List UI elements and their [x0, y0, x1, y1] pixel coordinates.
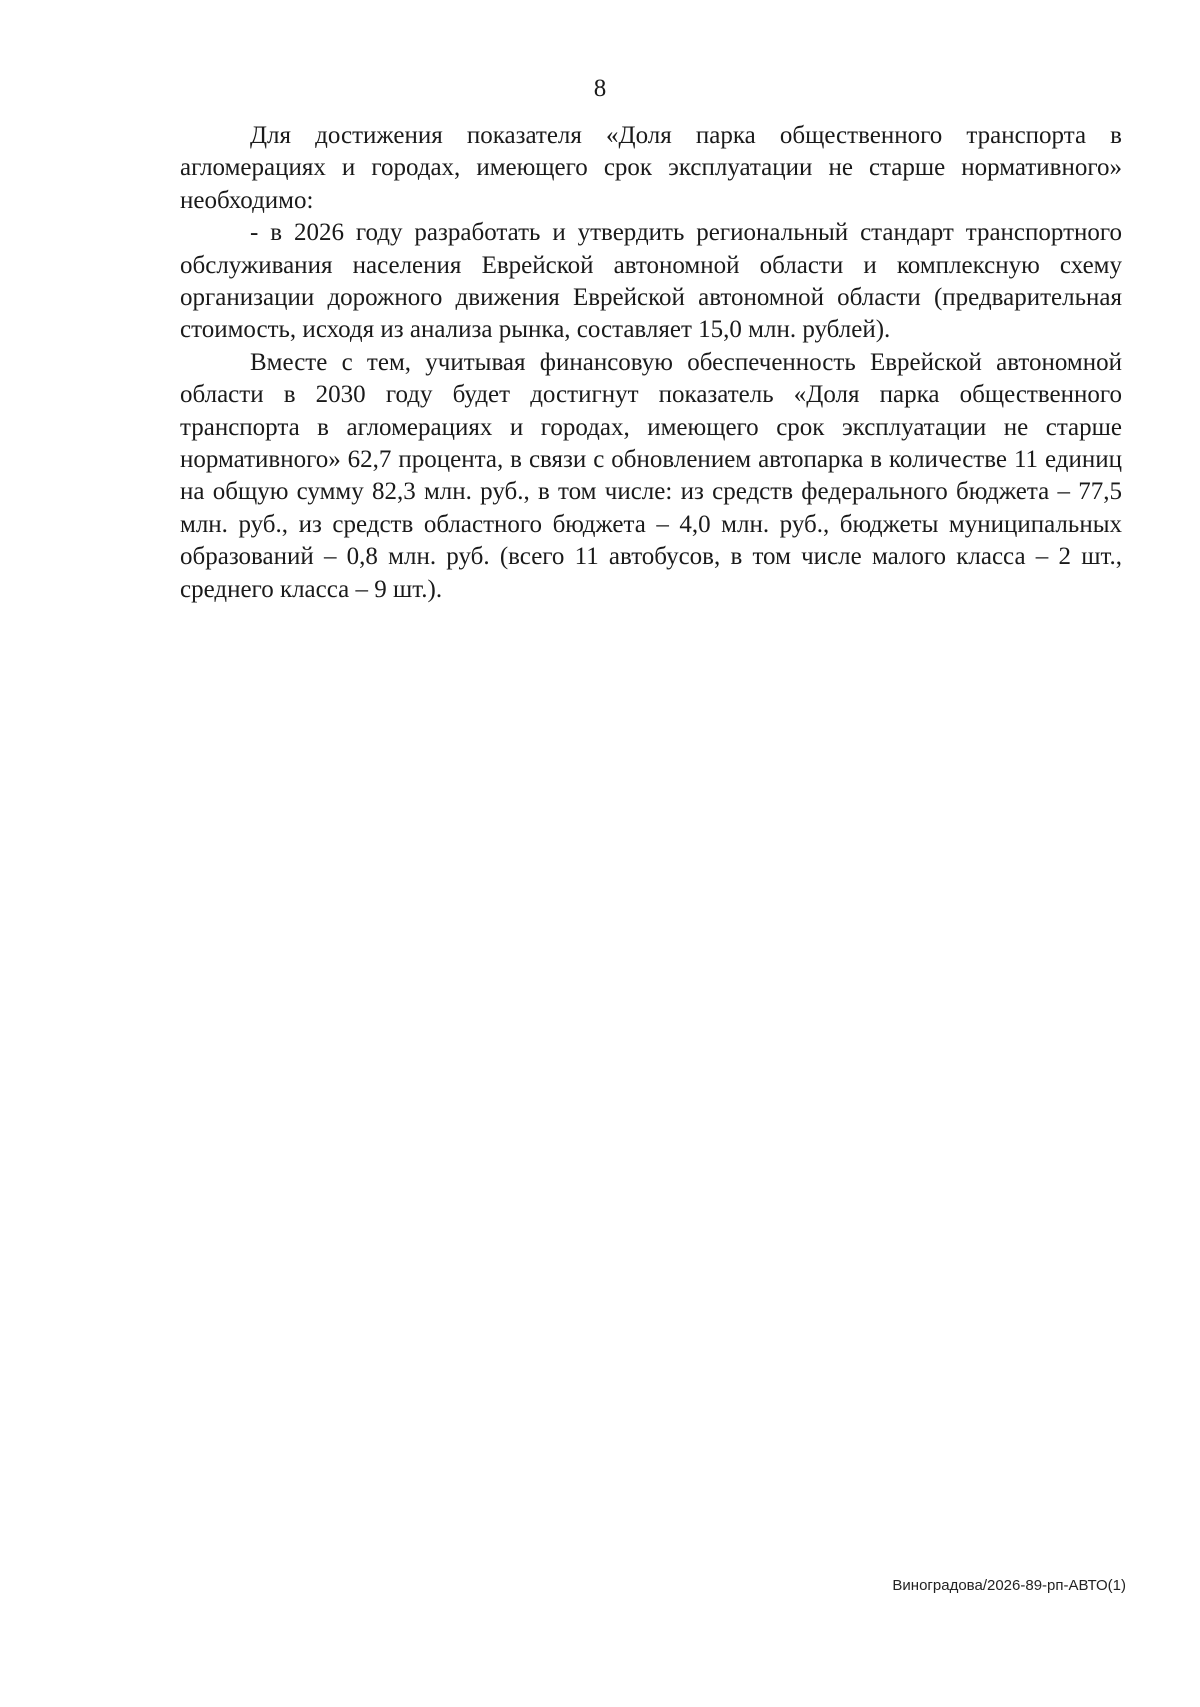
paragraph-standard-development: - в 2026 году разработать и утвердить региональный стандарт транспортного обслуживания населения Еврейской автономной области и комплексную схему организации дорожного движения Еврейской автономной области (предварительная стоимость, исходя из анализа рынка, составляет 15,0 млн. рублей).: [180, 219, 1122, 344]
paragraph-indicator-requirement: Для достижения показателя «Доля парка общественного транспорта в агломерациях и городах, имеющего срок эксплуатации не старше нормативного» необходимо:: [180, 122, 1122, 214]
document-footer-code: Виноградова/2026-89-рп-АВТО(1): [892, 1577, 1126, 1594]
document-body: [180, 120, 1122, 606]
page-number: 8: [593, 75, 607, 102]
paragraph-fleet-renewal: Вместе с тем, учитывая финансовую обеспеченность Еврейской автономной области в 2030 году будет достигнут показатель «Доля парка общественного транспорта в агломерациях и городах, имеющего срок эксплуатации не старше нормативного» 62,7 процента, в связи с обновлением автопарка в количестве 11 единиц на общую сумму 82,3 млн. руб., в том числе: из средств федерального бюджета – 77,5 млн. руб., из средств областного бюджета – 4,0 млн. руб., бюджеты муниципальных образований – 0,8 млн. руб. (всего 11 автобусов, в том числе малого класса – 2 шт., среднего класса – 9 шт.).: [180, 348, 1122, 603]
